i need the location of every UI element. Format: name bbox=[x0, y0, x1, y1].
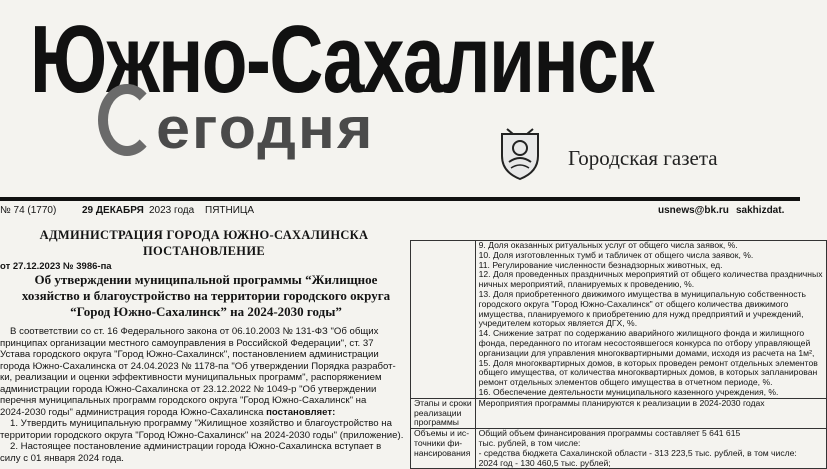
program-passport-table bbox=[410, 240, 823, 468]
decree-body bbox=[0, 326, 404, 464]
stages-label-line: Этапы и сроки bbox=[414, 397, 472, 408]
indicator-line: 16. Обеспечение деятельности муниципального казенного учреждения, %. bbox=[478, 386, 779, 397]
body-line: ки, реализации и оценки эффективности муниципальных программ", распоряжением bbox=[0, 372, 382, 383]
masthead-subtitle bbox=[110, 96, 375, 161]
masthead bbox=[0, 0, 800, 205]
issue-year: 2023 года bbox=[149, 205, 195, 216]
issue-date: 29 ДЕКАБРЯ bbox=[82, 205, 144, 216]
body-line: В соответствии со ст. 16 Федерального закона от 06.10.2003 № 131-ФЗ "Об общих bbox=[10, 326, 379, 337]
body-line: города Южно-Сахалинска от 24.04.2023 № 1178-па "Об утверждении Порядка разработ- bbox=[0, 360, 396, 372]
body-line: Устава городского округа "Город Южно-Сахалинск", постановлением администрации bbox=[0, 349, 379, 360]
stages-value: Мероприятия программы планируются к реализации в 2024-2030 годах bbox=[478, 397, 765, 408]
funding-line: Общий объем финансирования программы составляет 5 641 615 bbox=[478, 428, 741, 439]
city-coat-of-arms-icon bbox=[497, 126, 543, 182]
indicator-line: ремонт отдельных элементов общего имущества в отчетном периоде, %. bbox=[478, 377, 773, 388]
indicator-line: 11. Регулирование численности безнадзорных животных, ед. bbox=[478, 259, 723, 270]
funding-label-line: нансирования bbox=[414, 447, 471, 458]
funding-label-line: Объемы и ис- bbox=[414, 428, 470, 439]
indicator-line: учредителем которых является ДГХ, %. bbox=[478, 318, 638, 329]
decree-title-line: Об утверждении муниципальной программы “Жилищное bbox=[34, 272, 378, 287]
body-line: администрации города Южно-Сахалинска от 23.12.2022 № 1049-р "Об утверждении bbox=[0, 383, 377, 395]
table-row bbox=[411, 429, 827, 469]
indicator-line: 9. Доля оказанных ритуальных услуг от общего числа заявок, %. bbox=[478, 240, 738, 250]
stages-label-cell bbox=[411, 398, 476, 428]
issue-number: № 74 (1770) bbox=[0, 205, 57, 216]
issue-weekday: ПЯТНИЦА bbox=[205, 205, 254, 216]
item-line: силу с 01 января 2024 года. bbox=[0, 452, 124, 464]
indicator-line: 13. Доля приобретенного движимого имущества в муниципальную собственность bbox=[478, 288, 806, 299]
masthead-subtitle-initial bbox=[110, 96, 156, 161]
indicator-line: 10. Доля изготовленных тумб и табличек от общего числа заявок, %. bbox=[478, 249, 754, 260]
item-line: 1. Утвердить муниципальную программу "Жилищное хозяйство и благоустройство на bbox=[10, 418, 392, 429]
indicators-cell bbox=[475, 241, 826, 399]
funding-line: - средства бюджета Сахалинской области - 313 223,5 тыс. рублей, в том числе: bbox=[478, 447, 797, 458]
body-line: перечня муниципальных программ городского округа "Город Южно-Сахалинск" на bbox=[0, 395, 367, 406]
document-type: ПОСТАНОВЛЕНИЕ bbox=[142, 244, 265, 258]
indicator-line: 12. Доля проведенных праздничных мероприятий от общего количества праздничных bbox=[478, 269, 823, 280]
item-line: территории городского округа "Город Южно-Сахалинск" на 2024-2030 годы" (приложение). bbox=[0, 429, 404, 441]
site-link[interactable]: sakhizdat. bbox=[736, 205, 785, 216]
stages-value-cell bbox=[475, 398, 826, 428]
indicator-line: городского округа "Город Южно-Сахалинск" от общего количества движимого bbox=[478, 298, 789, 309]
indicator-line: ничных мероприятий, планируемых к проведению, %. bbox=[478, 279, 695, 290]
stages-label-line: программы bbox=[414, 417, 459, 428]
funding-line: 2024 год - 130 460,5 тыс. рублей; bbox=[478, 457, 611, 468]
masthead-title: Южно-Сахалинск bbox=[30, 6, 654, 113]
indicator-line: организации для управления многоквартирными домами, исходя из расчета на 1м², bbox=[478, 347, 815, 358]
body-line: 2024-2030 годы" администрация города Южно-Сахалинска bbox=[0, 406, 264, 418]
item-line: 2. Настоящее постановление администрации города Южно-Сахалинска вступает в bbox=[10, 441, 382, 452]
issue-info-bar bbox=[0, 204, 800, 218]
program-table bbox=[410, 240, 827, 469]
funding-value-cell bbox=[475, 429, 826, 469]
indicator-line: общего имущества, от количества многоквартирных домов, в которых запланирован bbox=[478, 367, 818, 378]
indicator-line: 15. Доля многоквартирных домов, в которых проведен ремонт отдельных элементов bbox=[478, 357, 818, 368]
masthead-subtitle-rest: егодня bbox=[156, 96, 375, 161]
table-row bbox=[411, 398, 827, 428]
indicator-line: 14. Снижение затрат по содержанию аварийного жилищного фонда и жилищного bbox=[478, 328, 805, 339]
stages-label-line: реализации bbox=[414, 407, 462, 418]
funding-line: тыс. рублей, в том числе: bbox=[478, 437, 581, 448]
indicator-line: имущества, планируемого к приобретению для нужд предприятий и учреждений, bbox=[478, 308, 804, 319]
decree-title-line: “Город Южно-Сахалинск” на 2024-2030 годы” bbox=[70, 304, 342, 319]
email-link[interactable]: usnews@bk.ru bbox=[658, 205, 729, 216]
body-line: принципах организации местного самоуправления в Российской Федерации", ст. 37 bbox=[0, 337, 374, 349]
decree-title bbox=[10, 272, 402, 320]
table-row bbox=[411, 241, 827, 399]
issuer-heading: АДМИНИСТРАЦИЯ ГОРОДА ЮЖНО-САХАЛИНСКА bbox=[39, 228, 369, 242]
body-line-with-decree bbox=[0, 407, 404, 419]
tagline: Городская газета bbox=[568, 146, 718, 170]
masthead-rule bbox=[0, 197, 800, 201]
indicator-line: фонда, переданного по итогам несостоявшегося конкурса по отбору управляющей bbox=[478, 337, 811, 348]
table-cell-empty bbox=[411, 241, 476, 399]
funding-label-line: точники фи- bbox=[414, 437, 463, 448]
decree-word: постановляет: bbox=[266, 406, 336, 418]
decree-article bbox=[0, 222, 405, 464]
decree-title-line: хозяйство и благоустройство на территории городского округа bbox=[21, 288, 391, 303]
decree-number: от 27.12.2023 № 3986-па bbox=[0, 261, 112, 272]
funding-label-cell bbox=[411, 429, 476, 469]
